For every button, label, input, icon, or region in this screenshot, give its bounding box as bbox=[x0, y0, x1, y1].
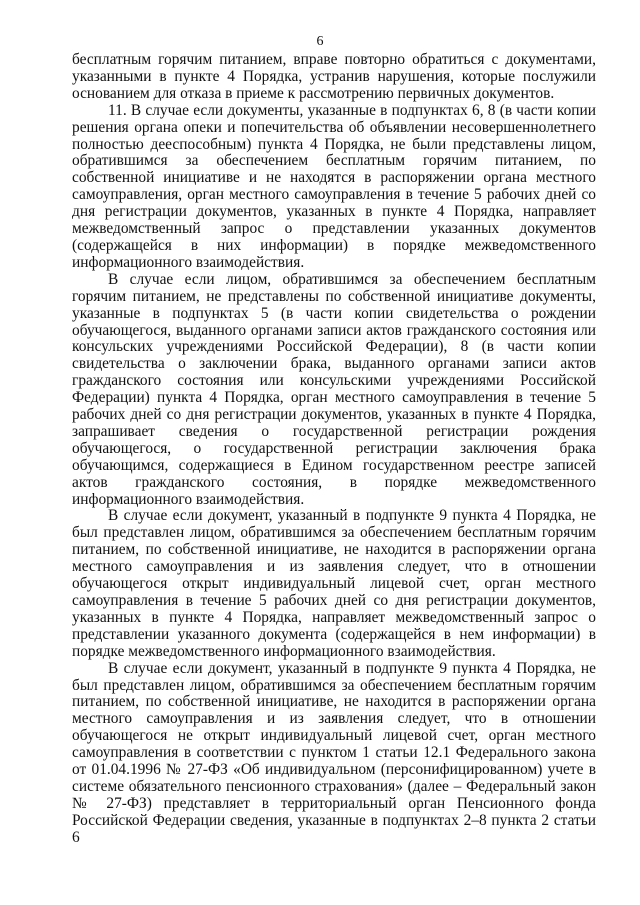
paragraph-account-opened: В случае если документ, указанный в подпункте 9 пункта 4 Порядка, не был представлен лицом, обратившимся за обеспечением бесплатным горячим питанием, по собственной инициативе, не находится в распоряжении органа местного самоуправления и из заявления следует, что в отношении обучающегося открыт индивидуальный лицевой счет, орган местного самоуправления в течение 5 рабочих дней со дня регистрации документов, указанных в пункте 4 Порядка, направляет межведомственный запрос о представлении указанного документа (содержащейся в нем информации) в порядке межведомственного информационного взаимодействия. bbox=[72, 507, 596, 660]
page-number: 6 bbox=[316, 34, 324, 49]
paragraph-clause-11: 11. В случае если документы, указанные в подпунктах 6, 8 (в части копии решения органа опеки и попечительства об объявлении несовершеннолетнего полностью дееспособным) пункта 4 Порядка, не были представлены лицом, обратившимся за обеспечением бесплатным горячим питанием, по собственной инициативе и не находятся в распоряжении органа местного самоуправления, орган местного самоуправления в течение 5 рабочих дней со дня регистрации документов, указанных в пункте 4 Порядка, направляет межведомственный запрос о представлении указанных документов (содержащейся в них информации) в порядке межведомственного информационного взаимодействия. bbox=[72, 101, 596, 271]
paragraph-birth-marriage-records: В случае если лицом, обратившимся за обеспечением бесплатным горячим питанием, не представлены по собственной инициативе документы, указанные в подпунктах 5 (в части копии свидетельства о рождении обучающегося, выданного органами записи актов гражданского состояния или консульских учреждениями Российской Федерации), 8 (в части копии свидетельства о заключении брака, выданного органами записи актов гражданского состояния или консульскими учреждениями Российской Федерации) пункта 4 Порядка, орган местного самоуправления в течение 5 рабочих дней со дня регистрации документов, указанных в пункте 4 Порядка, запрашивает сведения о государственной регистрации рождения обучающегося, о государственной регистрации заключения брака обучающимся, содержащиеся в Едином государственном реестре записей актов гражданского состояния, в порядке межведомственного информационного взаимодействия. bbox=[72, 270, 596, 508]
paragraph-account-not-opened: В случае если документ, указанный в подпункте 9 пункта 4 Порядка, не был представлен лицом, обратившимся за обеспечением бесплатным горячим питанием, по собственной инициативе, не находится в распоряжении органа местного самоуправления и из заявления следует, что в отношении обучающегося не открыт индивидуальный лицевой счет, орган местного самоуправления в соответствии с пунктом 1 статьи 12.1 Федерального закона от 01.04.1996 № 27-ФЗ «Об индивидуальном (персонифицированном) учете в системе обязательного пенсионного страхования» (далее – Федеральный закон № 27-ФЗ) представляет в территориальный орган Пенсионного фонда Российской Федерации сведения, указанные в подпунктах 2–8 пункта 2 статьи 6 bbox=[72, 659, 596, 846]
paragraph-continuation: бесплатным горячим питанием, вправе повторно обратиться с документами, указанными в пункте 4 Порядка, устранив нарушения, которые послужили основанием для отказа в приеме к рассмотрению первичных документов. bbox=[72, 51, 596, 102]
document-body bbox=[72, 52, 596, 847]
